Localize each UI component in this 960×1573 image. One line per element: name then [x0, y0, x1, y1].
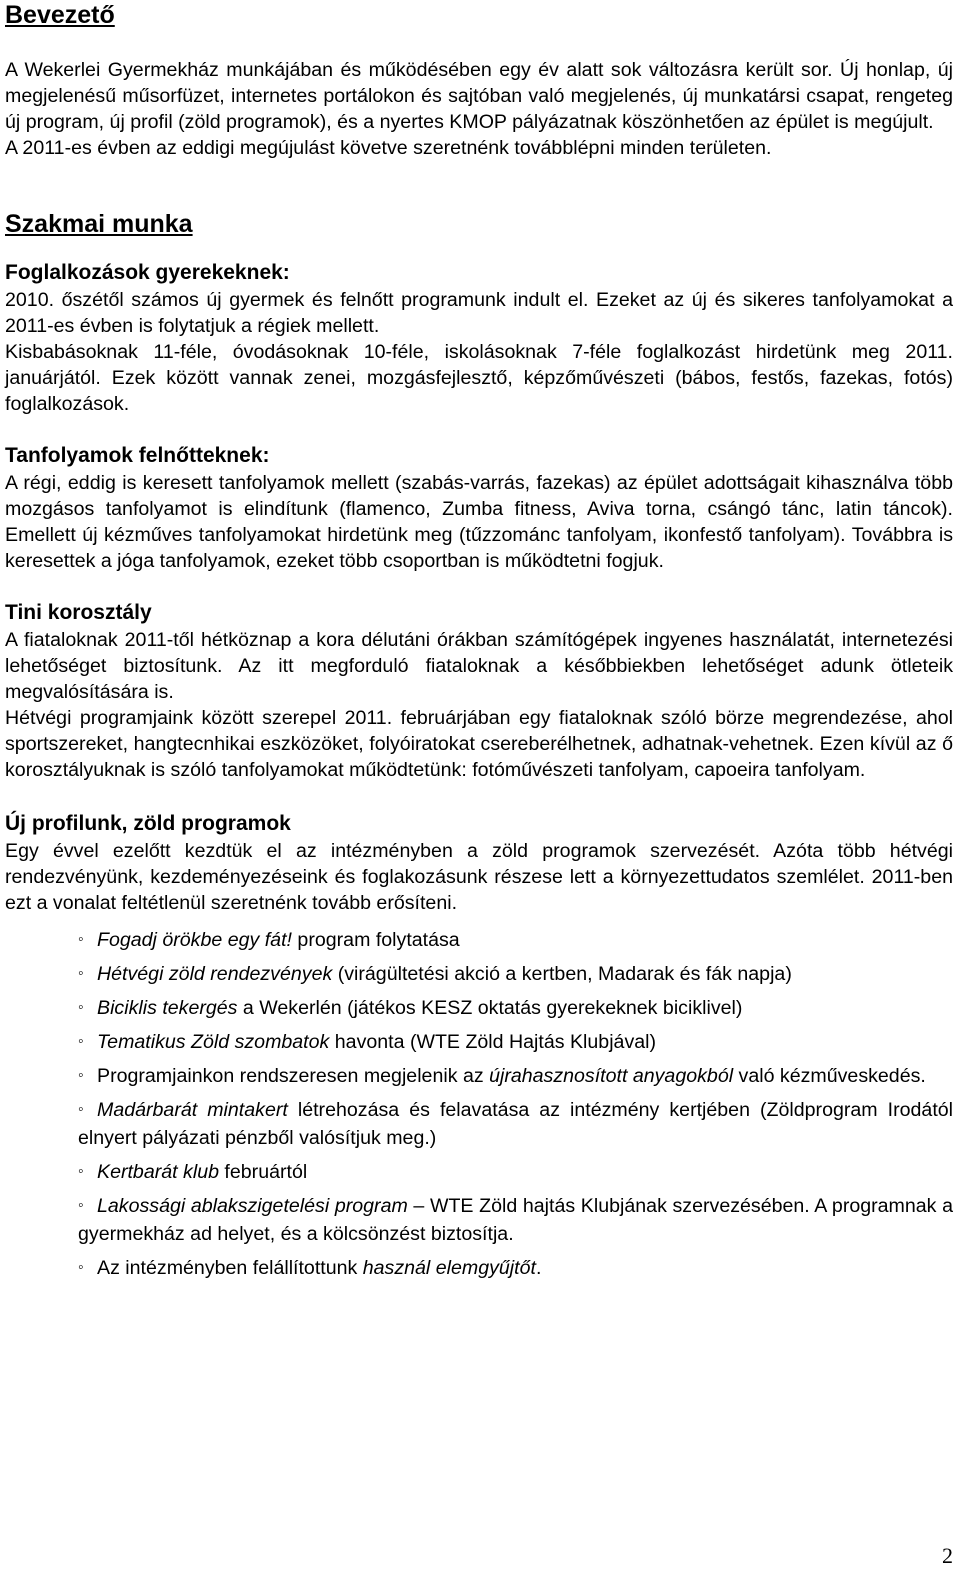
intro-paragraph: A Wekerlei Gyermekház munkájában és működésében egy év alatt sok változásra került sor. Új honlap, új megjelenésű műsorfüzet, internetes portálokon és sajtóban való megjelenés, új munkatársi csapat, rengeteg új program, új profil (zöld programok), és a nyertes KMOP pályázatnak köszönhetően az épület is megújult. — [5, 59, 953, 133]
subheading-felnottek: Tanfolyamok felnőtteknek: — [5, 444, 270, 467]
list-item-text: (virágültetési akció a kertben, Madarak és fák napja) — [332, 963, 792, 985]
green-programs-list — [5, 926, 953, 1282]
bullet-icon: ◦ — [78, 931, 84, 948]
list-item — [5, 994, 953, 1022]
list-item-text: a Wekerlén (játékos KESZ oktatás gyerekeknek biciklivel) — [237, 997, 743, 1019]
list-item — [5, 1158, 953, 1186]
list-item-text: februártól — [218, 1161, 308, 1183]
list-item — [5, 1096, 953, 1152]
paragraph: Hétvégi programjaink között szerepel 2011. februárjában egy fiataloknak szóló börze megrendezése, ahol sportszereket, hangtecnhikai eszközöket, folyóiratokat csereberélhetnek, adhatnak-vehetnek. Ezen kívül az ő korosztályuknak is szóló tanfolyamokat működtetünk: fotóművészeti tanfolyam, capoeira tanfolyam. — [5, 707, 953, 781]
list-item-emphasis: Madárbarát mintakert — [97, 1099, 288, 1121]
list-item-text: Az intézményben felállítottunk — [97, 1257, 363, 1279]
list-item-text: program folytatása — [291, 929, 460, 951]
subheading-tini: Tini korosztály — [5, 601, 152, 624]
bullet-icon: ◦ — [78, 999, 84, 1016]
list-item-text: létrehozása és felavatása az intézmény kertjében (Zöldprogram Irodától elnyert pályázati pénzből valósítjuk meg.) — [78, 1099, 954, 1149]
page-content — [5, 0, 953, 1288]
bullet-icon: ◦ — [78, 1101, 84, 1118]
list-item-text: való kézműveskedés. — [733, 1065, 926, 1087]
list-item — [5, 1192, 953, 1248]
bullet-icon: ◦ — [78, 1033, 84, 1050]
list-item-text: – WTE Zöld hajtás Klubjának szervezésében. A programnak a gyermekház ad helyet, és a kölcsönzést biztosítja. — [78, 1195, 954, 1245]
list-item-emphasis: Lakossági ablakszigetelési program — [97, 1195, 408, 1217]
list-item — [5, 960, 953, 988]
bullet-icon: ◦ — [78, 1259, 84, 1276]
bullet-icon: ◦ — [78, 1163, 84, 1180]
list-item-emphasis: Fogadj örökbe egy fát! — [97, 929, 292, 951]
list-item-text: . — [535, 1257, 542, 1279]
intro-title: Bevezető — [5, 1, 115, 29]
list-item — [5, 1028, 953, 1056]
paragraph: Kisbabásoknak 11-féle, óvodásoknak 10-féle, iskolásoknak 7-féle foglalkozást hirdetünk meg 2011. januárjától. Ezek között vannak zenei, mozgásfejlesztő, képzőművészeti (bábos, festős, fazekas, fotós) foglalkozások. — [5, 341, 953, 415]
subheading-zold: Új profilunk, zöld programok — [5, 812, 291, 835]
list-item — [5, 1062, 953, 1090]
list-item-emphasis: használ elemgyűjtőt — [362, 1257, 536, 1279]
list-item — [5, 1254, 953, 1282]
paragraph: Egy évvel ezelőtt kezdtük el az intézményben a zöld programok szervezését. Azóta több hétvégi rendezvényünk, kezdeményezéseink és foglakozásunk részese lett a környezettudatos szemlélet. 2011-ben ezt a vonalat feltétlenül szeretnénk tovább erősíteni. — [5, 840, 953, 914]
paragraph: A régi, eddig is keresett tanfolyamok mellett (szabás-varrás, fazekas) az épület adottságait kihasználva több mozgásos tanfolyamot is elindítunk (flamenco, Zumba fitness, Aviva torna, csángó tánc, latin táncok). Emellett új kézműves tanfolyamokat hirdetünk meg (tűzzománc tanfolyam, ikonfestő tanfolyam). Továbbra is keresettek a jóga tanfolyamok, ezeket több csoportban is működtetni fogjuk. — [5, 472, 953, 572]
list-item-emphasis: Tematikus Zöld szombatok — [97, 1031, 330, 1053]
intro-paragraph: A 2011-es évben az eddigi megújulást követve szeretnénk továbblépni minden területen. — [5, 137, 772, 159]
list-item-text: havonta (WTE Zöld Hajtás Klubjával) — [329, 1031, 657, 1053]
bullet-icon: ◦ — [78, 965, 84, 982]
list-item-emphasis: Kertbarát klub — [97, 1161, 219, 1183]
subheading-gyerekek: Foglalkozások gyerekeknek: — [5, 261, 290, 284]
list-item-emphasis: újrahasznosított anyagokból — [489, 1065, 734, 1087]
paragraph: A fiataloknak 2011-től hétköznap a kora délutáni órákban számítógépek ingyenes használatát, internetezési lehetőséget biztosítunk. Az itt megforduló fiataloknak a későbbiekben lehetőséget adunk ötleteik megvalósítására is. — [5, 629, 953, 703]
list-item-emphasis: Biciklis tekergés — [97, 997, 238, 1019]
page-number: 2 — [942, 1543, 953, 1568]
list-item-emphasis: Hétvégi zöld rendezvények — [97, 963, 333, 985]
list-item-text: Programjainkon rendszeresen megjelenik az — [97, 1065, 490, 1087]
bullet-icon: ◦ — [78, 1197, 84, 1214]
bullet-icon: ◦ — [78, 1067, 84, 1084]
paragraph: 2010. őszétől számos új gyermek és felnőtt programunk indult el. Ezeket az új és sikeres tanfolyamokat a 2011-es évben is folytatjuk a régiek mellett. — [5, 289, 953, 337]
list-item — [5, 926, 953, 954]
section-title: Szakmai munka — [5, 210, 193, 238]
